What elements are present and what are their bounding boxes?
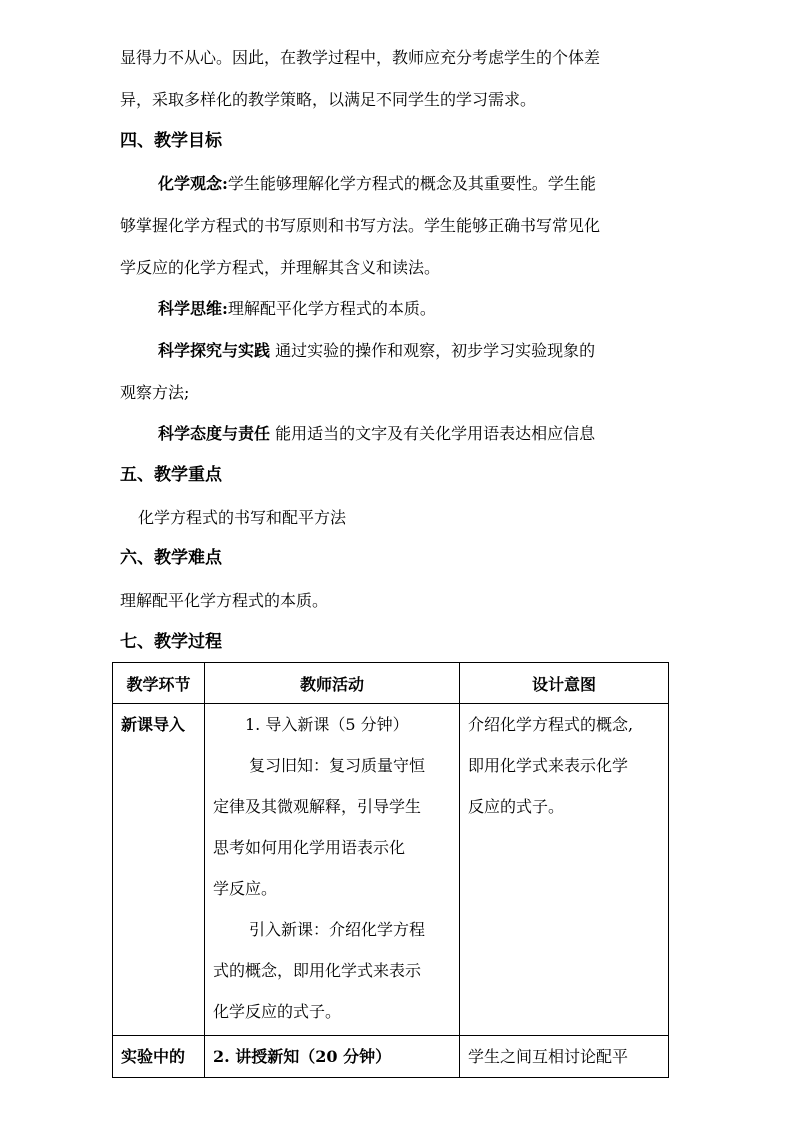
table-header-activity: 教师活动 (205, 663, 460, 704)
attitude-label: 科学态度与责任 (158, 424, 271, 443)
row1-newlesson-line-3: 化学反应的式子。 (213, 1002, 342, 1021)
row1-activity-title: 1. 导入新课（5 分钟） (245, 715, 409, 734)
intro-line-2: 异，采取多样化的教学策略，以满足不同学生的学习需求。 (120, 90, 537, 109)
row2-stage (113, 1036, 205, 1078)
chem-concept-text: 学生能够理解化学方程式的概念及其重要性。学生能 (227, 174, 596, 193)
process-table (112, 662, 669, 1078)
table-row (113, 1036, 669, 1078)
row2-intent (460, 1036, 669, 1078)
inquiry-line-2: 观察方法; (120, 383, 190, 402)
key-points-heading: 五、教学重点 (120, 465, 222, 485)
row2-intent-line: 学生之间互相讨论配平 (468, 1047, 629, 1066)
row1-intent-line-2: 即用化学式来表示化学 (468, 756, 629, 775)
table-header-stage: 教学环节 (113, 663, 205, 704)
chem-concept-line-3: 学反应的化学方程式，并理解其含义和读法。 (120, 258, 441, 277)
sci-thinking-line (158, 299, 718, 319)
row2-activity-title: 2. 讲授新知（20 分钟） (213, 1047, 392, 1066)
row1-newlesson-line-1: 引入新课：介绍化学方程 (249, 920, 426, 939)
table-row (113, 704, 669, 1036)
row1-review-line-3: 思考如何用化学用语表示化 (213, 838, 406, 857)
key-points-text: 化学方程式的书写和配平方法 (138, 508, 347, 527)
objectives-heading: 四、教学目标 (120, 131, 222, 151)
row1-stage (113, 704, 205, 1036)
table-header-intent: 设计意图 (460, 663, 669, 704)
row1-activity (205, 704, 460, 1036)
process-heading: 七、教学过程 (120, 632, 222, 652)
row1-review-line-4: 学反应。 (213, 879, 278, 898)
sci-thinking-text: 理解配平化学方程式的本质。 (227, 299, 436, 318)
inquiry-line-1 (158, 341, 718, 361)
attitude-text: 能用适当的文字及有关化学用语表达相应信息 (275, 424, 596, 443)
inquiry-label: 科学探究与实践 (158, 341, 271, 360)
row1-intent-line-1: 介绍化学方程式的概念, (468, 715, 634, 734)
row1-intent-line-3: 反应的式子。 (468, 797, 565, 816)
sci-thinking-label: 科学思维: (158, 299, 228, 318)
row1-newlesson-line-2: 式的概念，即用化学式来表示 (213, 961, 422, 980)
row1-review-line-2: 定律及其微观解释，引导学生 (213, 797, 422, 816)
row2-stage-text: 实验中的 (121, 1047, 186, 1066)
row1-intent (460, 704, 669, 1036)
attitude-line (158, 424, 718, 444)
chem-concept-line-1 (158, 174, 718, 194)
difficulties-heading: 六、教学难点 (120, 548, 222, 568)
row2-activity (205, 1036, 460, 1078)
inquiry-text: 通过实验的操作和观察，初步学习实验现象的 (275, 341, 596, 360)
row1-stage-text: 新课导入 (121, 715, 186, 734)
chem-concept-label: 化学观念: (158, 174, 228, 193)
intro-line-1: 显得力不从心。因此，在教学过程中，教师应充分考虑学生的个体差 (120, 48, 601, 67)
row1-review-line-1: 复习旧知：复习质量守恒 (249, 756, 426, 775)
chem-concept-line-2: 够掌握化学方程式的书写原则和书写方法。学生能够正确书写常见化 (120, 216, 601, 235)
difficulties-text: 理解配平化学方程式的本质。 (120, 591, 329, 610)
table-header-row (113, 663, 669, 704)
